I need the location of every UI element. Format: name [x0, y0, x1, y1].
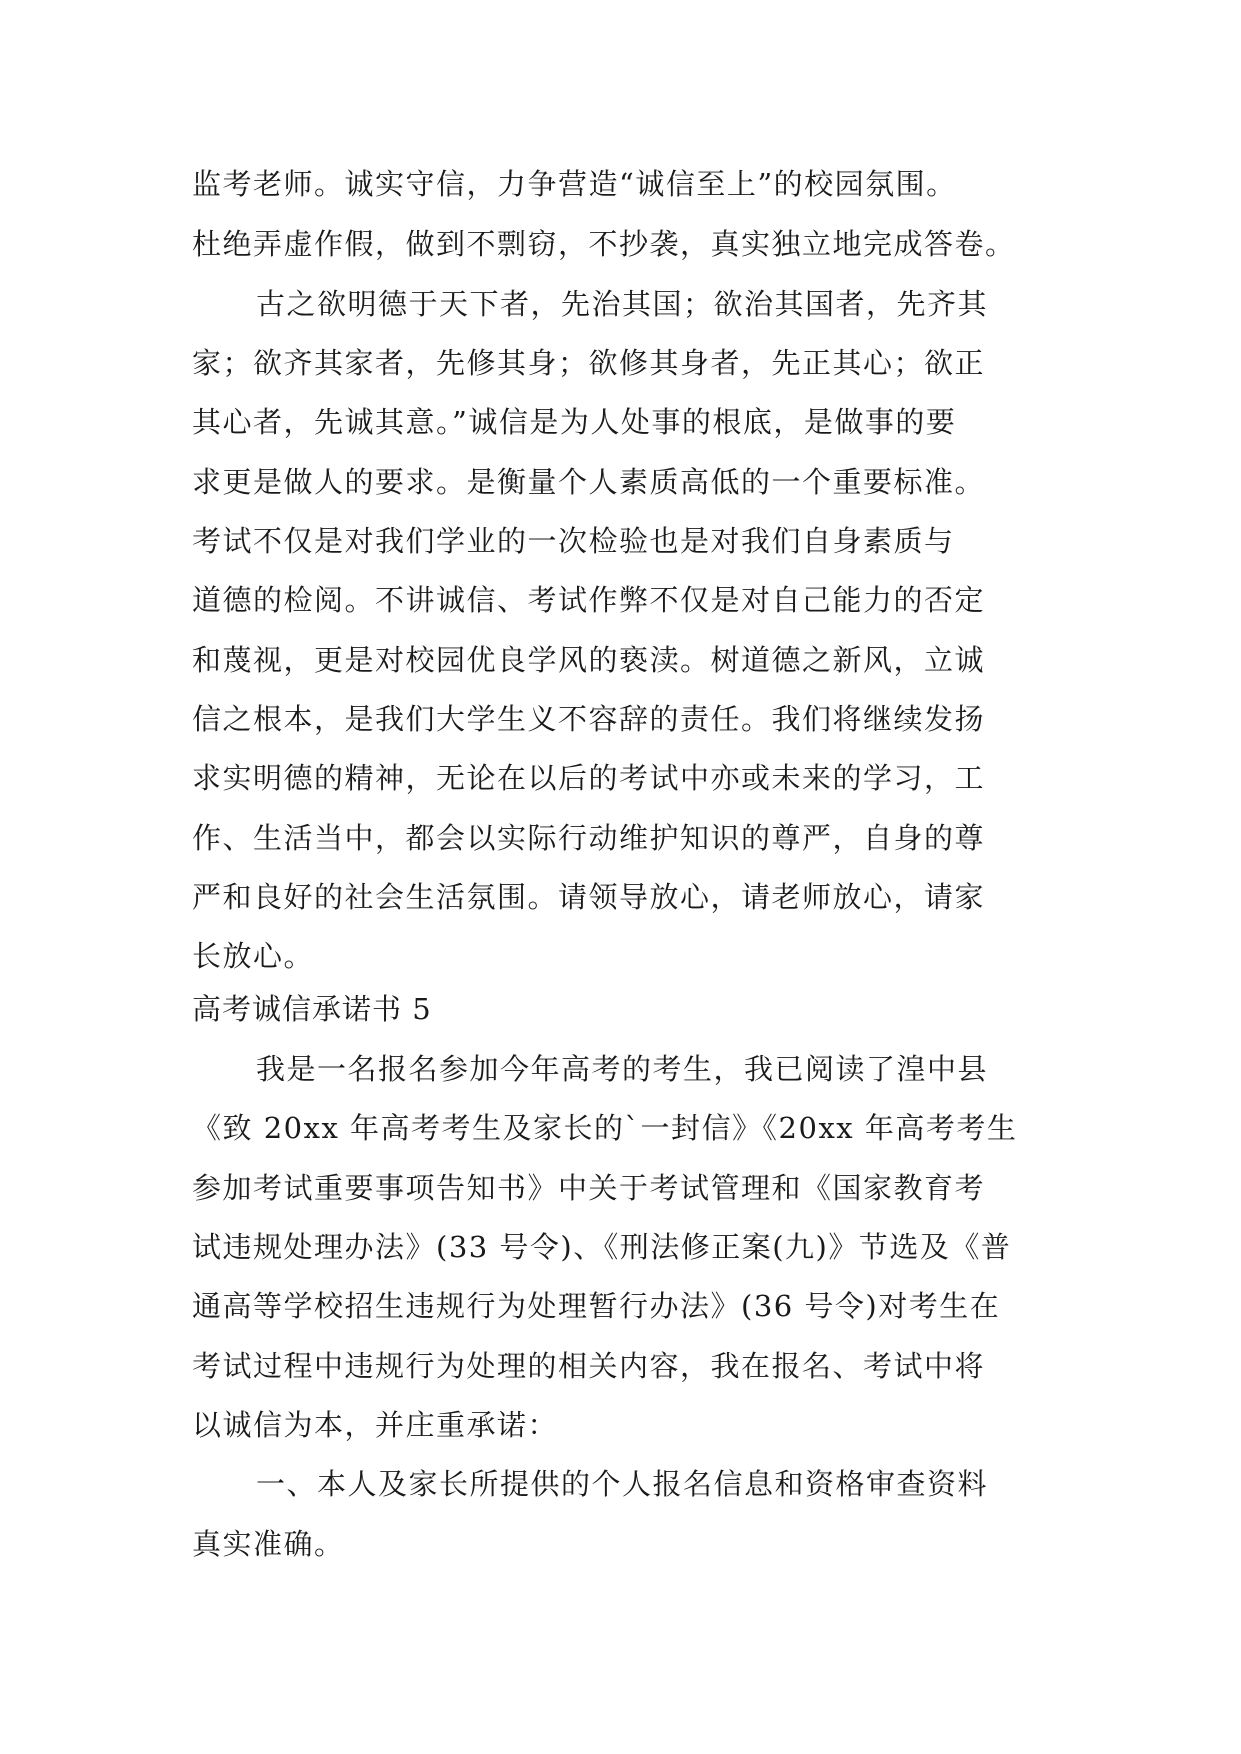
- text-line: 长放心。: [192, 939, 315, 973]
- text-line: 试违规处理办法》(33 号令)、《刑法修正案(九)》节选及《普: [192, 1230, 1012, 1264]
- section-heading: 高考诚信承诺书 5: [192, 992, 432, 1026]
- text-line: 考试过程中违规行为处理的相关内容，我在报名、考试中将: [192, 1349, 986, 1383]
- text-line: 一、本人及家长所提供的个人报名信息和资格审查资料: [256, 1467, 989, 1501]
- text-line: 作、生活当中，都会以实际行动维护知识的尊严，自身的尊: [192, 821, 986, 855]
- text-line: 通高等学校招生违规行为处理暂行办法》(36 号令)对考生在: [192, 1289, 1001, 1323]
- text-line: 求更是做人的要求。是衡量个人素质高低的一个重要标准。: [192, 465, 986, 499]
- text-line: 以诚信为本，并庄重承诺：: [192, 1408, 559, 1442]
- text-line: 真实准确。: [192, 1527, 345, 1561]
- text-line: 求实明德的精神，无论在以后的考试中亦或未来的学习，工: [192, 761, 986, 795]
- text-line: 信之根本，是我们大学生义不容辞的责任。我们将继续发扬: [192, 702, 986, 736]
- text-line: 家；欲齐其家者，先修其身；欲修其身者，先正其心；欲正: [192, 346, 986, 380]
- text-line: 杜绝弄虚作假，做到不剽窃，不抄袭，真实独立地完成答卷。: [192, 227, 1016, 261]
- text-line: 其心者，先诚其意。”诚信是为人处事的根底，是做事的要: [192, 405, 957, 439]
- text-line: 古之欲明德于天下者，先治其国；欲治其国者，先齐其: [256, 287, 989, 321]
- text-line: 和蔑视，更是对校园优良学风的亵渎。树道德之新风，立诚: [192, 643, 986, 677]
- text-line: 严和良好的社会生活氛围。请领导放心，请老师放心，请家: [192, 880, 986, 914]
- text-line: 考试不仅是对我们学业的一次检验也是对我们自身素质与: [192, 524, 955, 558]
- text-line: 道德的检阅。不讲诚信、考试作弊不仅是对自己能力的否定: [192, 583, 986, 617]
- text-line: 《致 20xx 年高考考生及家长的`一封信》《20xx 年高考考生: [192, 1111, 1018, 1145]
- text-line: 我是一名报名参加今年高考的考生，我已阅读了湟中县: [256, 1052, 989, 1086]
- text-line: 监考老师。诚实守信，力争营造“诚信至上”的校园氛围。: [192, 167, 957, 201]
- text-line: 参加考试重要事项告知书》中关于考试管理和《国家教育考: [192, 1171, 986, 1205]
